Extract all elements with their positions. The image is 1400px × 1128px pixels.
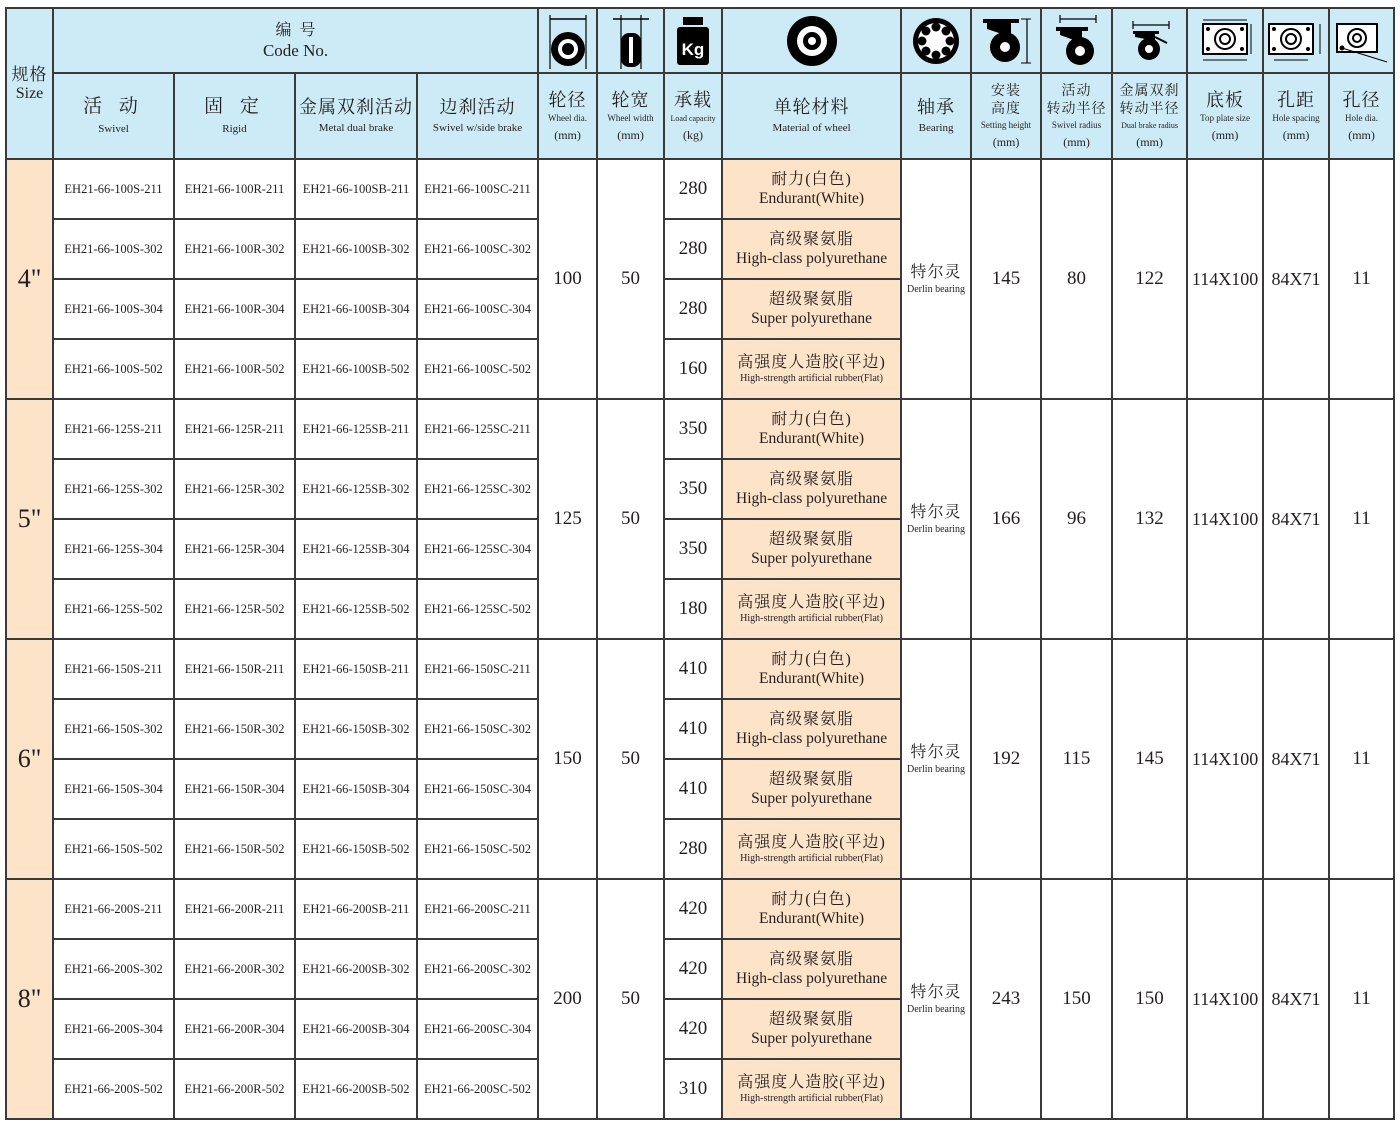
setting-height-value: 192 — [971, 639, 1041, 879]
wheel-width-value: 50 — [597, 879, 664, 1119]
bearing-zh: 特尔灵 — [910, 263, 962, 281]
setting-height-value: 166 — [971, 399, 1041, 639]
material-en: Endurant(White) — [759, 430, 865, 447]
side-brake-code: EH21-66-150SC-211 — [417, 639, 538, 699]
load-value: 420 — [664, 999, 722, 1059]
swivel-radius-value: 96 — [1041, 399, 1112, 639]
bearing-cell — [901, 159, 971, 399]
wheel-width-value: 50 — [597, 159, 664, 399]
rigid-code: EH21-66-100R-211 — [174, 159, 295, 219]
material-header: 单轮材料 Material of wheel — [722, 73, 901, 159]
load-value: 280 — [664, 219, 722, 279]
load-value: 350 — [664, 399, 722, 459]
load-value: 280 — [664, 159, 722, 219]
dual-brake-code: EH21-66-200SB-211 — [295, 879, 417, 939]
bearing-zh: 特尔灵 — [910, 503, 962, 521]
bearing-en: Derlin bearing — [907, 523, 966, 535]
material-cell — [722, 1059, 901, 1119]
hole-dia-value: 11 — [1329, 159, 1394, 399]
bearing-cell — [901, 399, 971, 639]
setting-height-value: 243 — [971, 879, 1041, 1119]
hole-spacing-value: 84X71 — [1263, 879, 1329, 1119]
material-zh: 超级聚氨脂 — [769, 1011, 855, 1028]
rigid-code: EH21-66-100R-502 — [174, 339, 295, 399]
dual-brake-code: EH21-66-100SB-211 — [295, 159, 417, 219]
dual-radius-value: 132 — [1112, 399, 1187, 639]
material-en: Super polyurethane — [751, 310, 873, 327]
material-en: Super polyurethane — [751, 790, 873, 807]
material-cell — [722, 219, 901, 279]
rigid-code: EH21-66-125R-304 — [174, 519, 295, 579]
dual-brake-code: EH21-66-200SB-502 — [295, 1059, 417, 1119]
dual-brake-code: EH21-66-150SB-502 — [295, 819, 417, 879]
plate-header: 底板 Top plate size (mm) — [1187, 73, 1263, 159]
material-zh: 高级聚氨脂 — [769, 231, 855, 248]
plate-size-value: 114X100 — [1187, 639, 1263, 879]
load-value: 410 — [664, 639, 722, 699]
rigid-code: EH21-66-125R-211 — [174, 399, 295, 459]
load-value: 350 — [664, 519, 722, 579]
wheel-dia-value: 125 — [538, 399, 597, 639]
table-row — [6, 879, 1394, 939]
material-en: High-strength artificial rubber(Flat) — [740, 852, 883, 864]
dual-brake-code: EH21-66-125SB-502 — [295, 579, 417, 639]
dual-brake-code: EH21-66-200SB-302 — [295, 939, 417, 999]
material-en: Super polyurethane — [751, 550, 873, 567]
setting-height-value: 145 — [971, 159, 1041, 399]
dual-brake-header: 金属双刹活动 Metal dual brake — [295, 73, 417, 159]
dual-radius-header: 金属双刹 转动半径 Dual brake radius (mm) — [1112, 73, 1187, 159]
wheel-diameter-icon — [546, 13, 590, 69]
material-zh: 耐力(白色) — [771, 891, 852, 908]
bearing-en: Derlin bearing — [907, 283, 966, 295]
plate-size-value: 114X100 — [1187, 159, 1263, 399]
load-header: 承载 Load capacity (kg) — [664, 73, 722, 159]
header-row-top — [6, 8, 1394, 73]
wheel-material-icon — [785, 14, 839, 68]
swivel-code: EH21-66-200S-302 — [53, 939, 174, 999]
material-cell — [722, 759, 901, 819]
wheel-width-value: 50 — [597, 399, 664, 639]
material-zh: 耐力(白色) — [771, 651, 852, 668]
rigid-code: EH21-66-150R-302 — [174, 699, 295, 759]
swivel-code: EH21-66-200S-502 — [53, 1059, 174, 1119]
bearing-en: Derlin bearing — [907, 1003, 966, 1015]
plate-size-value: 114X100 — [1187, 879, 1263, 1119]
swivel-radius-value: 150 — [1041, 879, 1112, 1119]
hole-spacing-header: 孔距 Hole spacing (mm) — [1263, 73, 1329, 159]
material-en: High-class polyurethane — [736, 730, 888, 747]
hole-dia-value: 11 — [1329, 639, 1394, 879]
material-cell — [722, 519, 901, 579]
side-brake-code: EH21-66-125SC-304 — [417, 519, 538, 579]
dual-brake-code: EH21-66-100SB-302 — [295, 219, 417, 279]
rigid-code: EH21-66-150R-211 — [174, 639, 295, 699]
swivel-code: EH21-66-150S-502 — [53, 819, 174, 879]
hole-diameter-icon — [1333, 18, 1391, 64]
hole-spacing-value: 84X71 — [1263, 159, 1329, 399]
swivel-radius-value: 80 — [1041, 159, 1112, 399]
hole-dia-value: 11 — [1329, 879, 1394, 1119]
side-brake-code: EH21-66-150SC-502 — [417, 819, 538, 879]
material-cell — [722, 399, 901, 459]
load-value: 350 — [664, 459, 722, 519]
side-brake-code: EH21-66-100SC-304 — [417, 279, 538, 339]
swivel-code: EH21-66-150S-304 — [53, 759, 174, 819]
material-en: High-strength artificial rubber(Flat) — [740, 612, 883, 624]
load-icon-cell — [664, 8, 722, 73]
material-zh: 超级聚氨脂 — [769, 771, 855, 788]
wheel-dia-value: 150 — [538, 639, 597, 879]
wheel-width-header: 轮宽 Wheel width (mm) — [597, 73, 664, 159]
swivel-radius-header: 活动 转动半径 Swivel radius (mm) — [1041, 73, 1112, 159]
swivel-code: EH21-66-100S-302 — [53, 219, 174, 279]
material-zh: 耐力(白色) — [771, 411, 852, 428]
spec-table-body — [6, 159, 1394, 1119]
bearing-cell — [901, 639, 971, 879]
rigid-code: EH21-66-200R-304 — [174, 999, 295, 1059]
material-zh: 高级聚氨脂 — [769, 711, 855, 728]
load-value: 280 — [664, 279, 722, 339]
side-brake-code: EH21-66-200SC-304 — [417, 999, 538, 1059]
wheel-dia-header: 轮径 Wheel dia. (mm) — [538, 73, 597, 159]
bearing-en: Derlin bearing — [907, 763, 966, 775]
rigid-code: EH21-66-200R-302 — [174, 939, 295, 999]
material-zh: 超级聚氨脂 — [769, 531, 855, 548]
swivel-code: EH21-66-200S-304 — [53, 999, 174, 1059]
side-brake-header: 边刹活动 Swivel w/side brake — [417, 73, 538, 159]
load-value: 310 — [664, 1059, 722, 1119]
swivel-code: EH21-66-125S-304 — [53, 519, 174, 579]
material-cell — [722, 159, 901, 219]
dual-brake-radius-icon — [1125, 21, 1175, 61]
size-cell: 4" — [6, 159, 53, 399]
material-cell — [722, 639, 901, 699]
swivel-code: EH21-66-200S-211 — [53, 879, 174, 939]
material-en: High-class polyurethane — [736, 490, 888, 507]
material-zh: 高强度人造胶(平边) — [737, 593, 886, 611]
rigid-code: EH21-66-125R-502 — [174, 579, 295, 639]
table-row — [6, 159, 1394, 219]
hole-spacing-value: 84X71 — [1263, 639, 1329, 879]
table-row — [6, 639, 1394, 699]
load-value: 420 — [664, 939, 722, 999]
dual-brake-code: EH21-66-150SB-211 — [295, 639, 417, 699]
material-cell — [722, 999, 901, 1059]
bearing-header: 轴承 Bearing — [901, 73, 971, 159]
side-brake-code: EH21-66-100SC-211 — [417, 159, 538, 219]
material-cell — [722, 339, 901, 399]
header-row-labels — [6, 73, 1394, 159]
material-zh: 高强度人造胶(平边) — [737, 1073, 886, 1091]
wheel-width-icon-cell — [597, 8, 664, 73]
material-zh: 高级聚氨脂 — [769, 951, 855, 968]
material-en: High-strength artificial rubber(Flat) — [740, 372, 883, 384]
dual-radius-icon-cell — [1112, 8, 1187, 73]
setting-height-icon — [981, 15, 1031, 67]
load-value: 420 — [664, 879, 722, 939]
side-brake-code: EH21-66-150SC-304 — [417, 759, 538, 819]
dual-brake-code: EH21-66-150SB-302 — [295, 699, 417, 759]
hole-dia-value: 11 — [1329, 399, 1394, 639]
spec-table — [5, 7, 1395, 1120]
swivel-code: EH21-66-100S-211 — [53, 159, 174, 219]
wheel-dia-icon-cell — [538, 8, 597, 73]
material-en: Endurant(White) — [759, 670, 865, 687]
rigid-code: EH21-66-100R-302 — [174, 219, 295, 279]
swivel-radius-icon-cell — [1041, 8, 1112, 73]
side-brake-code: EH21-66-200SC-502 — [417, 1059, 538, 1119]
dual-brake-code: EH21-66-125SB-211 — [295, 399, 417, 459]
dual-brake-code: EH21-66-200SB-304 — [295, 999, 417, 1059]
hole-spacing-icon — [1265, 18, 1327, 64]
dual-radius-value: 150 — [1112, 879, 1187, 1119]
size-cell: 6" — [6, 639, 53, 879]
material-zh: 耐力(白色) — [771, 171, 852, 188]
setting-height-icon-cell — [971, 8, 1041, 73]
dual-brake-code: EH21-66-125SB-302 — [295, 459, 417, 519]
swivel-code: EH21-66-150S-302 — [53, 699, 174, 759]
material-cell — [722, 279, 901, 339]
side-brake-code: EH21-66-150SC-302 — [417, 699, 538, 759]
hole-spacing-value: 84X71 — [1263, 399, 1329, 639]
side-brake-code: EH21-66-200SC-211 — [417, 879, 538, 939]
dual-brake-code: EH21-66-100SB-304 — [295, 279, 417, 339]
dual-brake-code: EH21-66-100SB-502 — [295, 339, 417, 399]
size-cell: 5" — [6, 399, 53, 639]
svg-text:Kg: Kg — [681, 39, 705, 59]
plate-icon-cell — [1187, 8, 1263, 73]
side-brake-code: EH21-66-200SC-302 — [417, 939, 538, 999]
setting-height-header: 安装 高度 Setting height (mm) — [971, 73, 1041, 159]
hole-dia-header: 孔径 Hole dia. (mm) — [1329, 73, 1394, 159]
swivel-radius-icon — [1052, 15, 1102, 67]
bearing-zh: 特尔灵 — [910, 743, 962, 761]
swivel-code: EH21-66-125S-211 — [53, 399, 174, 459]
load-value: 160 — [664, 339, 722, 399]
material-zh: 高强度人造胶(平边) — [737, 353, 886, 371]
swivel-radius-value: 115 — [1041, 639, 1112, 879]
material-zh: 超级聚氨脂 — [769, 291, 855, 308]
load-value: 410 — [664, 759, 722, 819]
material-en: High-strength artificial rubber(Flat) — [740, 1092, 883, 1104]
material-cell — [722, 579, 901, 639]
hole-spacing-icon-cell — [1263, 8, 1329, 73]
plate-size-value: 114X100 — [1187, 399, 1263, 639]
material-cell — [722, 819, 901, 879]
material-zh: 高级聚氨脂 — [769, 471, 855, 488]
bearing-icon-cell — [901, 8, 971, 73]
load-value: 280 — [664, 819, 722, 879]
code-header: 编 号 Code No. — [53, 8, 538, 73]
wheel-width-value: 50 — [597, 639, 664, 879]
material-en: High-class polyurethane — [736, 970, 888, 987]
rigid-code: EH21-66-125R-302 — [174, 459, 295, 519]
material-en: Endurant(White) — [759, 190, 865, 207]
side-brake-code: EH21-66-100SC-502 — [417, 339, 538, 399]
hole-dia-icon-cell — [1329, 8, 1394, 73]
bearing-cell — [901, 879, 971, 1119]
wheel-dia-value: 200 — [538, 879, 597, 1119]
rigid-code: EH21-66-100R-304 — [174, 279, 295, 339]
table-row — [6, 399, 1394, 459]
weight-icon — [673, 15, 713, 67]
top-plate-icon — [1193, 16, 1257, 66]
material-cell — [722, 699, 901, 759]
rigid-code: EH21-66-200R-211 — [174, 879, 295, 939]
wheel-dia-value: 100 — [538, 159, 597, 399]
rigid-code: EH21-66-150R-304 — [174, 759, 295, 819]
material-en: Endurant(White) — [759, 910, 865, 927]
side-brake-code: EH21-66-125SC-502 — [417, 579, 538, 639]
material-en: High-class polyurethane — [736, 250, 888, 267]
swivel-code: EH21-66-100S-304 — [53, 279, 174, 339]
swivel-code: EH21-66-100S-502 — [53, 339, 174, 399]
dual-radius-value: 145 — [1112, 639, 1187, 879]
swivel-code: EH21-66-150S-211 — [53, 639, 174, 699]
swivel-code: EH21-66-125S-502 — [53, 579, 174, 639]
material-cell — [722, 459, 901, 519]
rigid-header: 固 定 Rigid — [174, 73, 295, 159]
wheel-width-icon — [609, 13, 653, 69]
load-value: 410 — [664, 699, 722, 759]
material-en: Super polyurethane — [751, 1030, 873, 1047]
side-brake-code: EH21-66-125SC-211 — [417, 399, 538, 459]
material-cell — [722, 879, 901, 939]
swivel-header: 活 动 Swivel — [53, 73, 174, 159]
material-icon-cell — [722, 8, 901, 73]
dual-radius-value: 122 — [1112, 159, 1187, 399]
ball-bearing-icon — [911, 16, 961, 66]
dual-brake-code: EH21-66-125SB-304 — [295, 519, 417, 579]
material-zh: 高强度人造胶(平边) — [737, 833, 886, 851]
rigid-code: EH21-66-150R-502 — [174, 819, 295, 879]
rigid-code: EH21-66-200R-502 — [174, 1059, 295, 1119]
size-cell: 8" — [6, 879, 53, 1119]
dual-brake-code: EH21-66-150SB-304 — [295, 759, 417, 819]
material-cell — [722, 939, 901, 999]
size-header: 规格 Size — [6, 8, 53, 159]
side-brake-code: EH21-66-125SC-302 — [417, 459, 538, 519]
load-value: 180 — [664, 579, 722, 639]
swivel-code: EH21-66-125S-302 — [53, 459, 174, 519]
bearing-zh: 特尔灵 — [910, 983, 962, 1001]
side-brake-code: EH21-66-100SC-302 — [417, 219, 538, 279]
